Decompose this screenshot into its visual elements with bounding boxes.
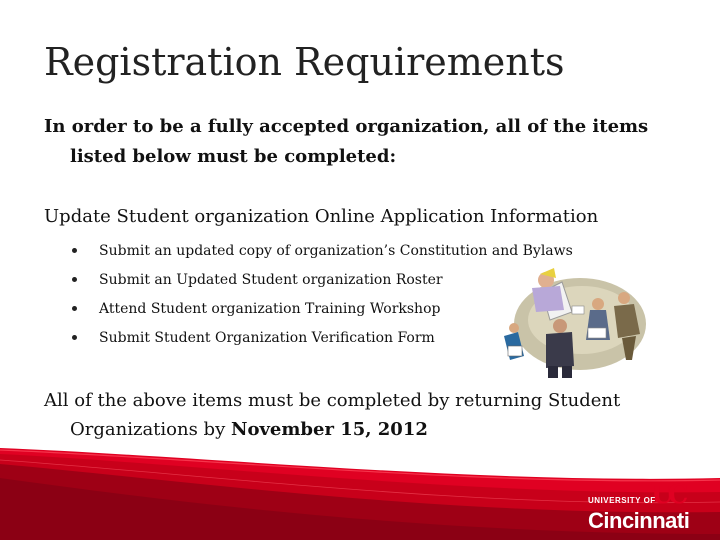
logo-cincinnati: Cincinnati	[588, 508, 690, 533]
list-item-text: Submit an updated copy of organization’s Constitution and Bylaws	[99, 243, 573, 259]
list-item	[72, 269, 573, 298]
bullet-icon	[72, 306, 77, 311]
slide-title: Registration Requirements	[44, 40, 565, 84]
requirements-subheading: Update Student organization Online Application Information	[44, 206, 599, 227]
deadline-date: November 15, 2012	[230, 419, 428, 440]
bullet-icon	[72, 277, 77, 282]
bullet-icon	[72, 335, 77, 340]
university-logo	[586, 480, 706, 540]
list-item	[72, 327, 573, 356]
logo-mark: UC	[651, 480, 683, 510]
closing-sentence: All of the above items must be completed by returning Student Organizations by	[44, 390, 621, 440]
bullet-icon	[72, 248, 77, 253]
list-item-text: Submit an Updated Student organization Roster	[99, 272, 443, 288]
intro-text: In order to be a fully accepted organization, all of the items listed below must be completed:	[44, 116, 649, 167]
list-item-text: Submit Student Organization Verification Form	[99, 330, 435, 346]
list-item	[72, 240, 573, 269]
list-item-text: Attend Student organization Training Workshop	[99, 301, 441, 317]
logo-university-of: UNIVERSITY OF	[588, 496, 656, 505]
business-meeting-clipart	[502, 262, 648, 380]
list-item	[72, 298, 573, 327]
requirements-list	[72, 240, 573, 356]
